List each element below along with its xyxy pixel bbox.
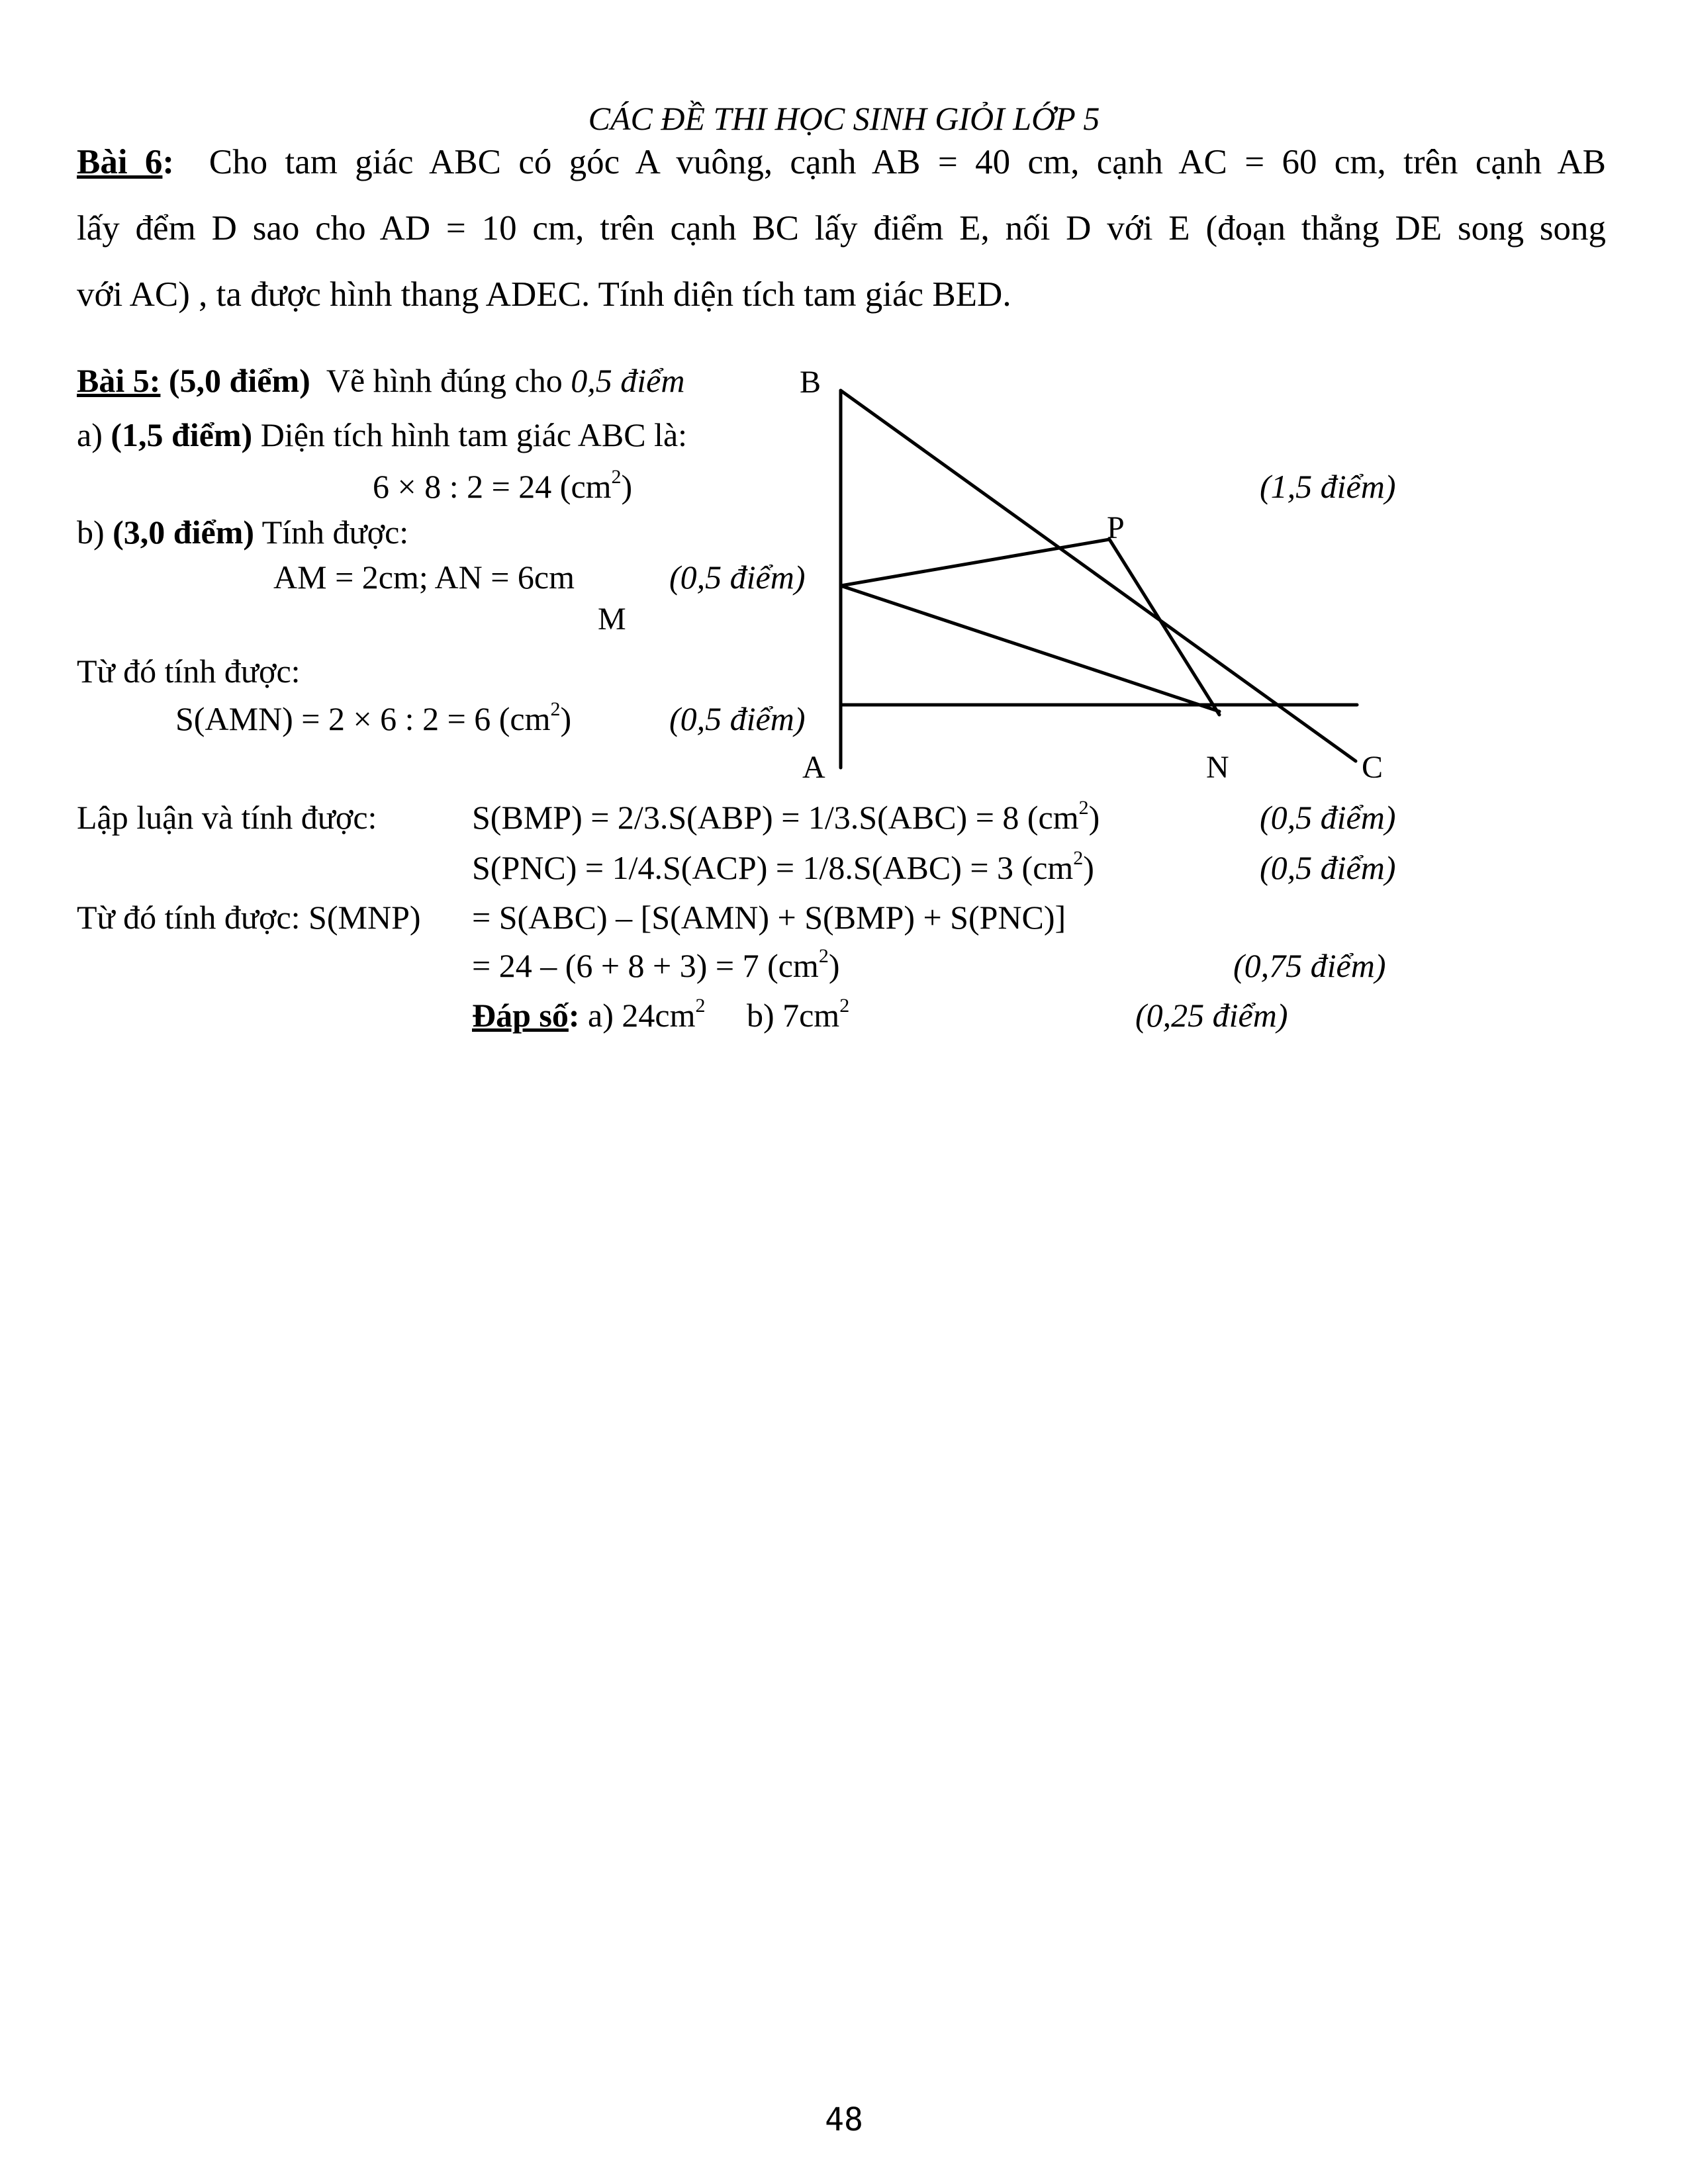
part-a-calc-end: ) — [621, 468, 633, 505]
part-a-points: (1,5 điểm) — [111, 416, 253, 453]
answer-label: Đáp số — [472, 997, 569, 1034]
solution-title — [77, 361, 684, 400]
part-b-text: Tính được: — [261, 514, 409, 551]
answer-b-sup: 2 — [839, 994, 850, 1017]
bmp-calc-main: S(BMP) = 2/3.S(ABP) = 1/3.S(ABC) = 8 (cm — [472, 799, 1079, 836]
solution-title-points: (5,0 điểm) — [168, 362, 310, 399]
pnc-calc-end: ) — [1083, 849, 1094, 886]
answer-a-main: a) 24cm — [588, 997, 696, 1034]
line-pn — [1109, 539, 1219, 715]
line-mp — [841, 539, 1109, 586]
am-an-score: (0,5 điểm) — [669, 559, 806, 596]
mnp-score: (0,75 điểm) — [1233, 947, 1386, 984]
bmp-calc-sup: 2 — [1078, 796, 1089, 819]
label-a: A — [802, 750, 825, 785]
part-a-calc-main: 6 × 8 : 2 = 24 (cm — [373, 468, 612, 505]
part-a-heading — [77, 416, 687, 454]
am-an-values: AM = 2cm; AN = 6cm — [273, 559, 575, 596]
bmp-calc-end: ) — [1088, 799, 1100, 836]
part-a-text: Diện tích hình tam giác ABC là: — [260, 416, 688, 453]
answer-a-sup: 2 — [695, 994, 706, 1017]
solution-title-label: Bài 5: — [77, 362, 161, 399]
answer-line — [472, 996, 849, 1034]
pnc-calc-main: S(PNC) = 1/4.S(ACP) = 1/8.S(ABC) = 3 (cm — [472, 849, 1074, 886]
amn-calc-sup: 2 — [550, 698, 561, 720]
mnp-result — [472, 946, 839, 985]
mnp-result-main: = 24 – (6 + 8 + 3) = 7 (cm — [472, 947, 819, 984]
part-b-prefix: b) — [77, 514, 105, 551]
label-b: B — [800, 365, 821, 400]
amn-calc — [175, 700, 571, 738]
label-c: C — [1362, 750, 1383, 785]
part-a-prefix: a) — [77, 416, 103, 453]
problem-6-label: Bài 6 — [77, 143, 163, 181]
amn-calc-end: ) — [560, 700, 572, 737]
mnp-result-sup: 2 — [818, 944, 829, 967]
label-n: N — [1206, 750, 1229, 785]
label-p: P — [1107, 510, 1125, 545]
bmp-calc — [472, 798, 1100, 837]
part-b-heading — [77, 513, 408, 551]
bmp-score: (0,5 điểm) — [1260, 799, 1396, 836]
problem-6-line-2: lấy đểm D sao cho AD = 10 cm, trên cạnh BC lấy điểm E, nối D với E (đoạn thẳng DE song song — [77, 209, 1606, 248]
page-number: 48 — [825, 2101, 863, 2138]
part-a-calc — [373, 467, 632, 506]
answer-b-main: b) 7cm — [746, 997, 840, 1034]
page-header: CÁC ĐỀ THI HỌC SINH GIỎI LỚP 5 — [588, 100, 1100, 137]
answer-colon: : — [568, 997, 580, 1034]
mnp-formula: = S(ABC) – [S(AMN) + S(BMP) + S(PNC)] — [472, 899, 1066, 936]
part-a-calc-sup: 2 — [611, 465, 622, 488]
problem-6-text-1: Cho tam giác ABC có góc A vuông, cạnh AB = 40 cm, cạnh AC = 60 cm, trên cạnh AB — [209, 143, 1606, 181]
problem-6-line-3: với AC) , ta được hình thang ADEC. Tính diện tích tam giác BED. — [77, 275, 1011, 314]
draw-score: 0,5 điểm — [571, 362, 685, 399]
mnp-result-end: ) — [828, 947, 840, 984]
pnc-score: (0,5 điểm) — [1260, 849, 1396, 886]
part-b-points: (3,0 điểm) — [113, 514, 254, 551]
amn-calc-main: S(AMN) = 2 × 6 : 2 = 6 (cm — [175, 700, 551, 737]
pnc-calc — [472, 848, 1094, 887]
amn-score: (0,5 điểm) — [669, 700, 806, 737]
answer-score: (0,25 điểm) — [1135, 997, 1288, 1034]
draw-text: Vẽ hình đúng cho — [326, 362, 563, 399]
line-mn — [841, 586, 1219, 711]
pnc-calc-sup: 2 — [1073, 846, 1084, 869]
label-m: M — [598, 602, 626, 637]
tu-do-1: Từ đó tính được: — [77, 653, 301, 690]
problem-6-colon: : — [162, 143, 175, 181]
tu-do-2: Từ đó tính được: S(MNP) — [77, 899, 421, 936]
lap-luan: Lập luận và tính được: — [77, 799, 377, 836]
part-a-score: (1,5 điểm) — [1260, 468, 1396, 505]
